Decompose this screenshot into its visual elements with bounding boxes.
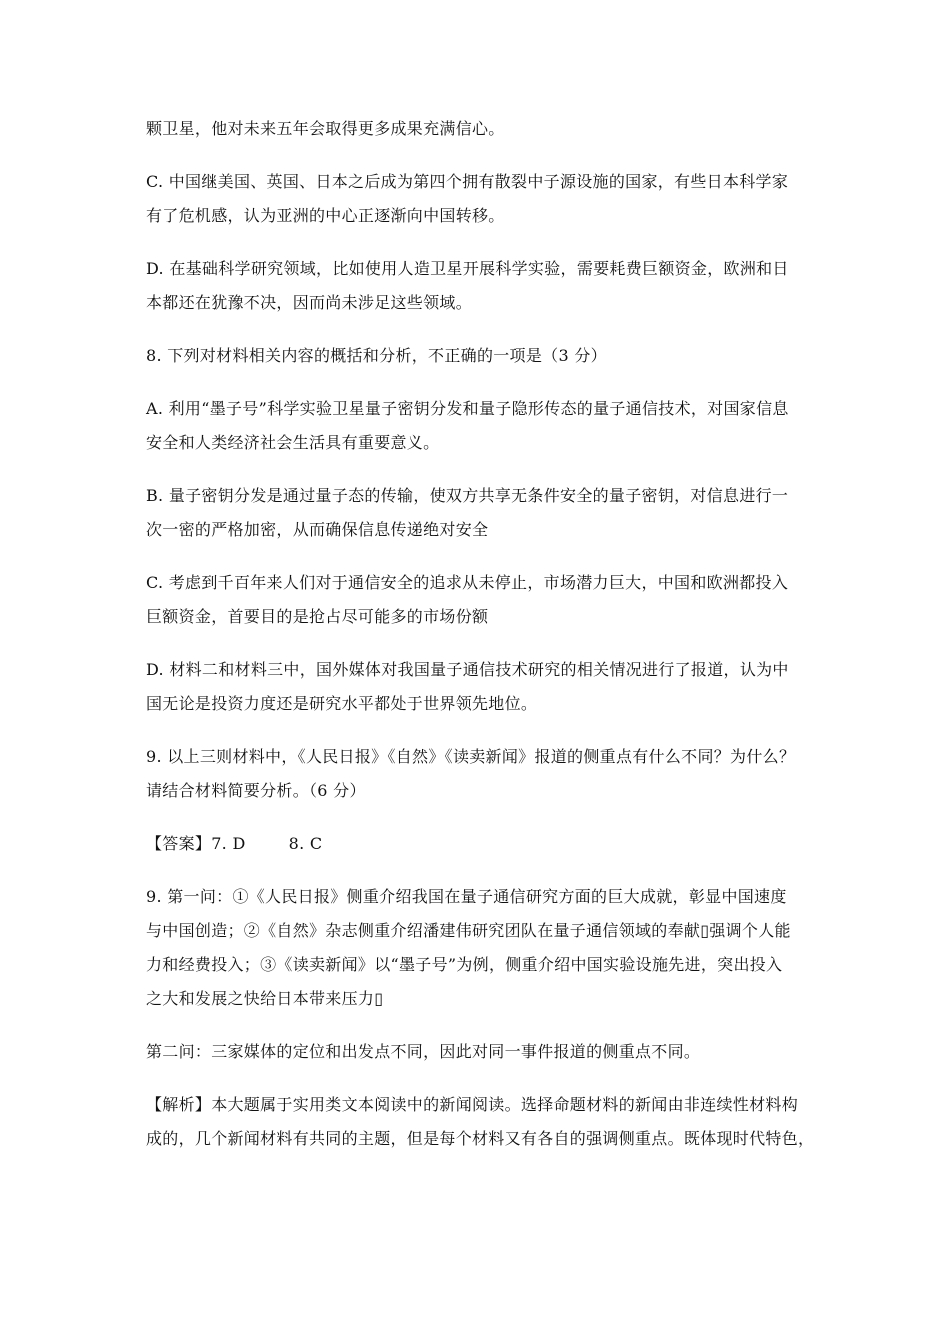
text-line: 颗卫星，他对未来五年会取得更多成果充满信心。 [146, 119, 505, 138]
text-line: 安全和人类经济社会生活具有重要意义。 [146, 433, 440, 452]
text-line: 【答案】7. D 8. C [146, 834, 323, 853]
text-line: 9. 以上三则材料中，《人民日报》《自然》《读卖新闻》报道的侧重点有什么不同？为什么？ [146, 747, 796, 766]
text-line: 第二问：三家媒体的定位和出发点不同，因此对同一事件报道的侧重点不同。 [146, 1042, 701, 1061]
text-line: 国无论是投资力度还是研究水平都处于世界领先地位。 [146, 694, 538, 713]
analysis-paragraph [146, 1088, 815, 1156]
text-line: D. 在基础科学研究领域，比如使用人造卫星开展科学实验，需要耗费巨额资金，欧洲和日 [146, 259, 789, 278]
text-line: A. 利用“墨子号”科学实验卫星量子密钥分发和量子隐形传态的量子通信技术，对国家信息 [146, 399, 789, 418]
text-line: 8. 下列对材料相关内容的概括和分析，不正确的一项是（3 分） [146, 346, 607, 365]
q8-option-b [146, 479, 810, 547]
text-line: 巨额资金，首要目的是抢占尽可能多的市场份额 [146, 607, 489, 626]
text-line: D. 材料二和材料三中，国外媒体对我国量子通信技术研究的相关情况进行了报道，认为中 [146, 660, 789, 679]
text-line: B. 量子密钥分发是通过量子态的传输，使双方共享无条件安全的量子密钥，对信息进行一 [146, 486, 789, 505]
text-line: 9. 第一问：①《人民日报》侧重介绍我国在量子通信研究方面的巨大成就，彰显中国速度 [146, 887, 787, 906]
text-line: 力和经费投入；③《读卖新闻》以“墨子号”为例，侧重介绍中国实验设施先进，突出投入 [146, 955, 783, 974]
text-line: C. 考虑到千百年来人们对于通信安全的追求从未停止，市场潜力巨大，中国和欧洲都投入 [146, 573, 789, 592]
option-d-paragraph [146, 252, 810, 320]
paragraph-1 [146, 112, 810, 146]
document-page [146, 112, 815, 1175]
text-line: 次一密的严格加密，从而确保信息传递绝对安全 [146, 520, 489, 539]
answer-9-part-1 [146, 880, 810, 1016]
text-line: 与中国创造；②《自然》杂志侧重介绍潘建伟研究团队在量子通信领域的奉献▯强调个人能 [146, 921, 791, 940]
question-8 [146, 339, 810, 373]
answer-9-part-2 [146, 1035, 810, 1069]
text-line: 【解析】本大题属于实用类文本阅读中的新闻阅读。选择命题材料的新闻由非连续性材料构 [146, 1095, 799, 1114]
text-line: C. 中国继美国、英国、日本之后成为第四个拥有散裂中子源设施的国家，有些日本科学家 [146, 172, 789, 191]
text-line: 成的，几个新闻材料有共同的主题，但是每个材料又有各自的强调侧重点。既体现时代特色， [146, 1129, 815, 1148]
answer-key [146, 827, 810, 861]
q8-option-c [146, 566, 810, 634]
text-line: 之大和发展之快给日本带来压力▯ [146, 989, 384, 1008]
text-line: 本都还在犹豫不决，因而尚未涉足这些领域。 [146, 293, 473, 312]
text-line: 请结合材料简要分析。（6 分） [146, 781, 366, 800]
q8-option-d [146, 653, 810, 721]
q8-option-a [146, 392, 810, 460]
text-line: 有了危机感，认为亚洲的中心正逐渐向中国转移。 [146, 206, 505, 225]
option-c-paragraph [146, 165, 810, 233]
question-9 [146, 740, 810, 808]
